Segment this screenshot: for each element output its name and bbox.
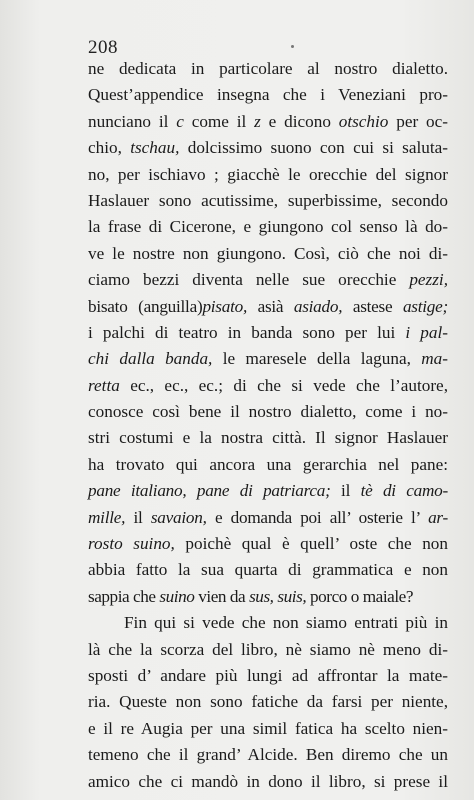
text-run: dolcissimo suono con cui si saluta-	[179, 138, 448, 158]
text-line	[88, 135, 448, 161]
text-run: i palchi di teatro in banda sono per lui	[88, 322, 406, 342]
text-run: e domanda poi all’ osterie l’	[206, 507, 429, 527]
text-line	[88, 663, 448, 689]
italic-text: pisato,	[202, 296, 248, 316]
text-line	[88, 610, 448, 636]
italic-text: z	[254, 111, 261, 131]
text-line	[88, 478, 448, 504]
text-line	[88, 584, 448, 610]
text-line	[88, 716, 448, 742]
italic-text: retta	[88, 375, 120, 395]
text-run: vien da	[194, 586, 250, 606]
text-run: Quest’appendice insegna che i Veneziani pro-	[88, 85, 448, 105]
text-run: il	[330, 481, 361, 501]
italic-text: rosto suino,	[88, 534, 175, 554]
italic-text: sus, suis,	[249, 586, 307, 606]
italic-text: ar-	[428, 507, 448, 527]
text-run: là che la scorza del libro, nè siamo nè meno di-	[88, 639, 448, 659]
text-run: ec., ec., ec.; di che si vede che l’autore,	[119, 375, 448, 395]
text-line	[88, 188, 448, 214]
body-text	[88, 56, 448, 795]
text-run: porco o maiale?	[306, 586, 414, 606]
text-run: bisato (anguilla)	[88, 296, 203, 316]
text-run: Haslauer sono acutissime, superbissime, secondo	[88, 190, 448, 210]
text-line	[88, 214, 448, 240]
italic-text: pane italiano, pane di patriarca;	[88, 481, 331, 501]
text-line	[88, 320, 448, 346]
page-number: 208	[88, 37, 118, 58]
text-run: no, per ischiavo ; giacchè le orecchie del signor	[88, 164, 448, 184]
text-line	[88, 769, 448, 795]
text-run: sposti d’ andare più lungi ad affrontar la mate-	[88, 665, 448, 685]
italic-text: astige;	[402, 296, 448, 316]
text-line	[88, 109, 448, 135]
text-line	[88, 162, 448, 188]
text-run: nunciano il	[88, 111, 177, 131]
italic-text: ma-	[421, 349, 448, 369]
text-run: e dicono	[260, 111, 339, 131]
text-run: amico che ci mandò in dono il libro, si prese il	[88, 771, 448, 791]
text-run: ha trovato qui ancora una gerarchia nel pane:	[88, 454, 448, 474]
text-run: la frase di Cicerone, e giungono col senso là do-	[88, 217, 448, 237]
text-line	[88, 637, 448, 663]
text-line	[88, 452, 448, 478]
text-line	[88, 531, 448, 557]
text-run: abbia fatto la sua quarta di grammatica e non	[88, 560, 448, 580]
text-run: stri costumi e la nostra città. Il signor Haslauer	[88, 428, 448, 448]
text-run: ne dedicata in particolare al nostro dialetto.	[88, 59, 448, 78]
text-run: conosce così bene il nostro dialetto, come i no-	[88, 402, 448, 422]
italic-text: c	[176, 111, 184, 131]
text-run: sappia che	[88, 586, 160, 606]
text-line	[88, 346, 448, 372]
text-line	[88, 425, 448, 451]
text-line	[88, 557, 448, 583]
italic-text: suino	[159, 586, 195, 606]
text-line	[88, 373, 448, 399]
italic-text: mille,	[88, 507, 126, 527]
text-run: poichè qual è quell’ oste che non	[174, 534, 448, 554]
text-line	[88, 399, 448, 425]
text-line	[88, 241, 448, 267]
italic-text: asiado,	[293, 296, 343, 316]
text-line	[88, 267, 448, 293]
text-run: per oc-	[388, 111, 448, 131]
text-run: ciamo bezzi diventa nelle sue orecchie	[88, 270, 410, 290]
text-run: come il	[183, 111, 255, 131]
italic-text: pezzi,	[409, 270, 448, 290]
text-run: temeno che il grand’ Alcide. Ben diremo che un	[88, 745, 448, 765]
text-run: chio,	[88, 138, 131, 158]
text-run: ve le nostre non giungono. Così, ciò che noi di-	[88, 243, 448, 263]
text-run: asià	[247, 296, 294, 316]
paper-speck	[291, 45, 294, 48]
text-line	[88, 294, 448, 320]
italic-text: tè di camo-	[360, 481, 448, 501]
italic-text: otschio	[338, 111, 389, 131]
italic-text: chi dalla banda,	[88, 349, 213, 369]
text-line	[88, 742, 448, 768]
text-run: le maresele della laguna,	[212, 349, 422, 369]
text-line	[88, 689, 448, 715]
text-line	[88, 505, 448, 531]
italic-text: i pal-	[405, 322, 448, 342]
text-run: Fin qui si vede che non siamo entrati più in	[124, 613, 448, 633]
text-run: e il re Augia per una simil fatica ha scelto nien-	[88, 718, 448, 738]
text-line	[88, 82, 448, 108]
text-run: ria. Queste non sono fatiche da farsi per niente,	[88, 692, 448, 712]
text-line	[88, 56, 448, 82]
text-run: astese	[342, 296, 403, 316]
italic-text: savaion,	[150, 507, 207, 527]
italic-text: tschau,	[130, 138, 180, 158]
text-run: il	[125, 507, 151, 527]
